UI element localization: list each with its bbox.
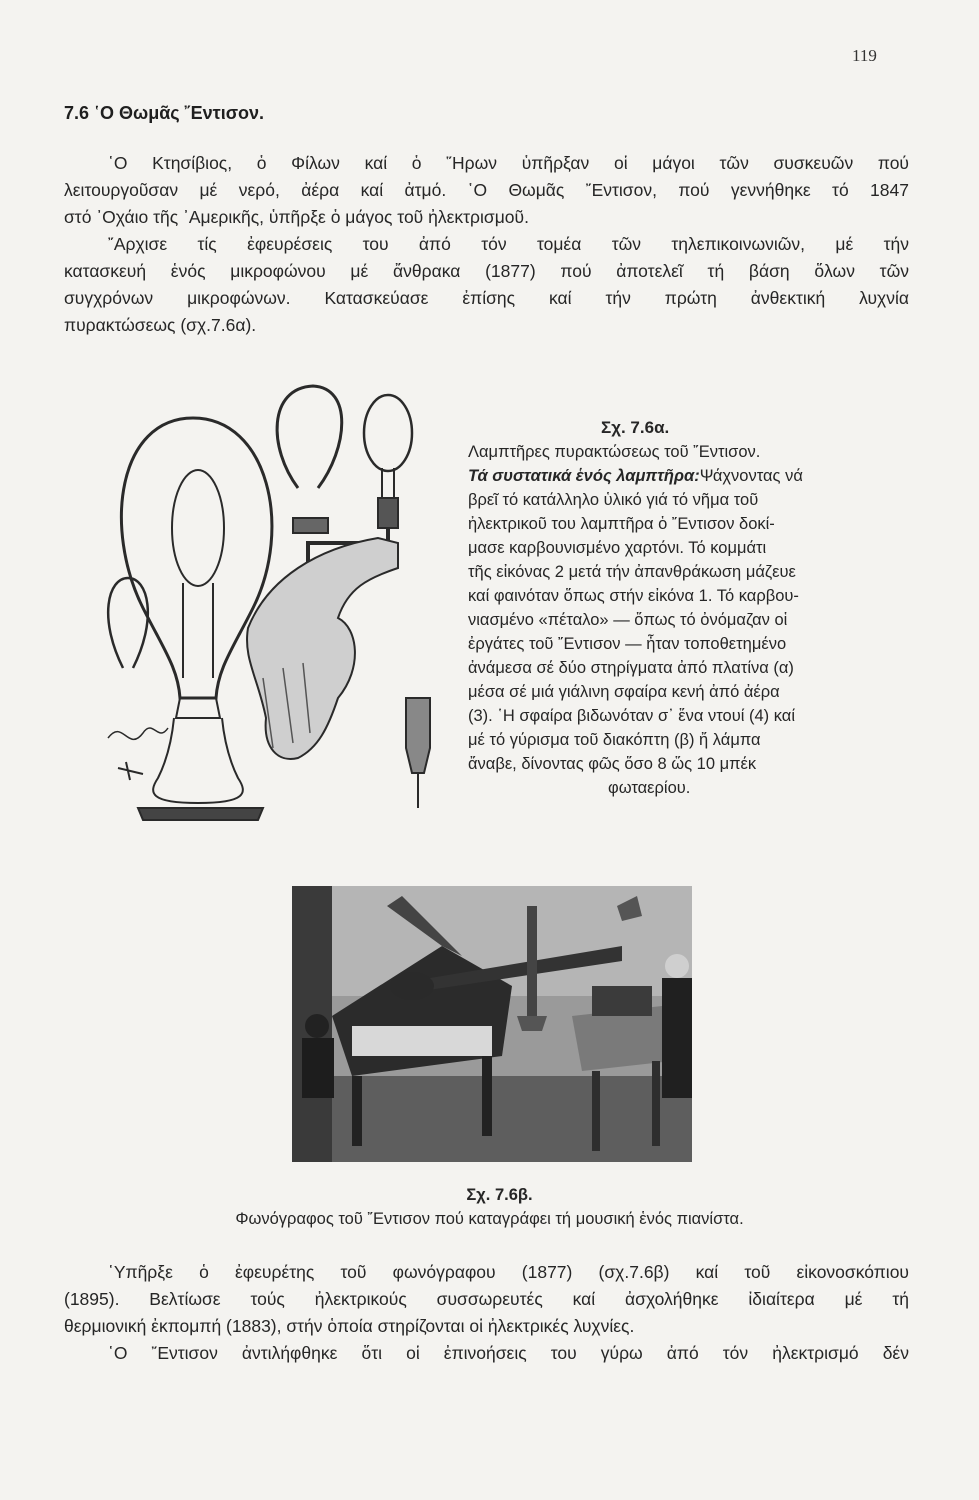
section-title: 7.6 ῾Ο Θωμᾶς ῎Εντισον. <box>64 103 265 123</box>
intro-paragraph <box>64 150 909 339</box>
intro-line: ῾Ο Κτησίβιος, ὁ Φίλων καί ὁ ῞Ηρων ὑπῆρξαν οἱ μάγοι τῶν συσκευῶν πού <box>108 153 909 173</box>
page-number: 119 <box>852 46 877 65</box>
caption-line: ἠλεκτρικοῦ του λαμπτῆρα ὁ ῎Εντισον δοκί- <box>468 515 775 533</box>
outro-line: θερμιονική ἐκπομπή (1883), στήν ὁποία στηρίζονται οἱ ἠλεκτρικές λυχνίες. <box>64 1316 635 1336</box>
caption-line: ἀνάμεσα σέ δύο στηρίγματα ἀπό πλατίνα (α) <box>468 659 794 677</box>
intro-line: λειτουργοῦσαν μέ νερό, ἀέρα καί ἀτμό. ῾Ο Θωμᾶς ῎Εντισον, πού γεννήθηκε τό 1847 <box>64 180 909 200</box>
intro-line: συγχρόνων μικροφώνων. Κατασκεύασε ἐπίσης καί τήν πρώτη ἀνθεκτική λυχνία <box>64 288 909 308</box>
caption-line: Λαμπτῆρες πυρακτώσεως τοῦ ῎Εντισον. <box>468 443 761 461</box>
caption-line: μασε καρβουνισμένο χαρτόνι. Τό κομμάτι <box>468 539 767 557</box>
caption-line: βρεῖ τό κατάλληλο ὑλικό γιά τό νῆμα τοῦ <box>468 491 759 509</box>
caption-line: καί φαινόταν ὅπως στήν εἰκόνα 1. Τό καρβου- <box>468 587 799 605</box>
caption-line <box>468 464 868 488</box>
caption-line: μέ τό γύρισμα τοῦ διακόπτη (β) ἤ λάμπα <box>468 731 761 749</box>
phonograph-photo <box>292 886 692 1162</box>
caption-line: (3). ῾Η σφαίρα βιδωνόταν σ᾿ ἕνα ντουί (4) καί <box>468 707 795 725</box>
caption-line: μέσα σέ μιά γιάλινη σφαίρα κενή ἀπό ἀέρα <box>468 683 780 701</box>
outro-line: ῾Υπῆρξε ὁ ἐφευρέτης τοῦ φωνόγραφου (1877) (σχ.7.6β) καί τοῦ εἰκονοσκόπιου <box>108 1262 909 1282</box>
caption-line: ἄναβε, δίνοντας φῶς ὅσο 8 ὥς 10 μπέκ <box>468 755 757 773</box>
outro-paragraph <box>64 1259 909 1367</box>
caption-line: τῆς εἰκόνας 2 μετά τήν ἀπανθράκωση μάζευε <box>468 563 796 581</box>
outro-line: (1895). Βελτίωσε τούς ἠλεκτρικούς συσσωρευτές καί ἀσχολήθηκε ἰδιαίτερα μέ τή <box>64 1289 909 1309</box>
figure-b-caption-text: Φωνόγραφος τοῦ ῎Εντισον πού καταγράφει τή μουσική ἑνός πιανίστα. <box>235 1210 744 1228</box>
figure-b-label: Σχ. 7.6β. <box>466 1186 533 1204</box>
caption-line: ἐργάτες τοῦ ῎Εντισον — ἦταν τοποθετημένο <box>468 635 787 653</box>
outro-line: ῾Ο ῎Εντισον ἀντιλήφθηκε ὅτι οἱ ἐπινοήσεις του γύρω ἀπό τόν ἠλεκτρισμό δέν <box>108 1343 909 1363</box>
caption-heading: Τά συστατικά ἑνός λαμπτῆρα: <box>468 467 700 485</box>
caption-line: φωταερίου. <box>608 779 691 797</box>
intro-line: κατασκευή ἑνός μικροφώνου μέ ἄνθρακα (1877) πού ἀποτελεῖ τή βάση ὅλων τῶν <box>64 261 909 281</box>
lamp-engraving-figure <box>98 378 460 840</box>
figure-a-label: Σχ. 7.6α. <box>601 418 670 437</box>
intro-line: ῎Αρχισε τίς ἐφευρέσεις του ἀπό τόν τομέα τῶν τηλεπικοινωνιῶν, μέ τήν <box>108 234 909 254</box>
intro-line: πυρακτώσεως (σχ.7.6α). <box>64 315 257 335</box>
intro-line: στό ᾿Οχάιο τῆς ᾿Αμερικῆς, ὑπῆρξε ὁ μάγος τοῦ ἠλεκτρισμοῦ. <box>64 207 529 227</box>
caption-line: νιασμένο «πέταλο» — ὅπως τό ὀνόμαζαν οἱ <box>468 611 788 629</box>
figure-a-caption <box>468 416 868 800</box>
caption-line-tail: Ψάχνοντας νά <box>699 467 803 485</box>
figure-b-caption <box>0 1183 979 1231</box>
